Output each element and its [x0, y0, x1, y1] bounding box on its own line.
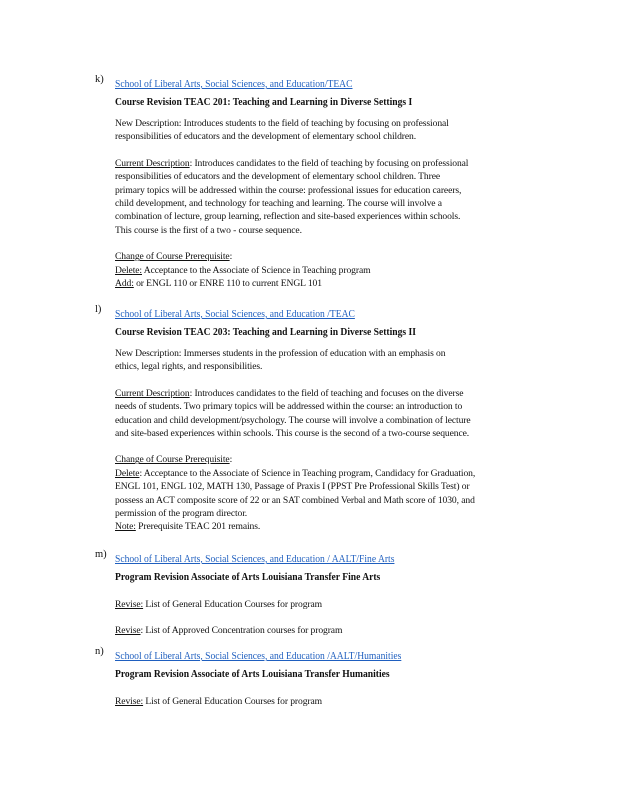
item-marker: l)	[95, 304, 102, 315]
prerequisite-heading: Change of Course Prerequisite:	[115, 454, 233, 466]
course-title: Course Revision TEAC 203: Teaching and Learning in Diverse Settings II	[115, 327, 416, 338]
new-description: New Description: Introduces students to the field of teaching by focusing on professional	[115, 118, 449, 129]
current-description-line: responsibilities of educators and the development of elementary school children. Three	[115, 171, 441, 183]
revise-line: Revise: List of Approved Concentration courses for program	[115, 625, 343, 637]
new-description: New Description: Immerses students in the profession of education with an emphasis on	[115, 348, 446, 359]
delete-line-cont: possess an ACT composite score of 22 or an SAT combined Verbal and Math score of 1030, and	[115, 494, 475, 506]
delete-line-cont: ENGL 101, ENGL 102, MATH 130, Passage of Praxis I (PPST Pre Professional Skills Test) or	[115, 481, 470, 493]
revise-line: Revise: List of General Education Courses for program	[115, 696, 323, 707]
delete-line-cont: permission of the program director.	[115, 508, 248, 520]
current-description-line: primary topics will be addressed within the course: professional issues for education careers,	[115, 184, 462, 196]
department-link[interactable]: School of Liberal Arts, Social Sciences, and Education/TEAC	[115, 79, 353, 90]
current-description-line: education and child development/psychology. The course will involve a combination of lecture	[115, 414, 471, 426]
current-description-line: This course is the first of a two - course sequence.	[115, 224, 302, 236]
program-title: Program Revision Associate of Arts Louisiana Transfer Humanities	[115, 669, 390, 680]
program-title: Program Revision Associate of Arts Louisiana Transfer Fine Arts	[115, 572, 381, 583]
current-description-line: child development, and technology for teaching and learning. The course will involve a	[115, 198, 442, 210]
delete-line: Delete: Acceptance to the Associate of Science in Teaching program, Candidacy for Graduation,	[115, 467, 476, 479]
new-description-line: responsibilities of educators and the development of elementary school children.	[115, 131, 417, 143]
note-line: Note: Prerequisite TEAC 201 remains.	[115, 521, 261, 533]
course-title: Course Revision TEAC 201: Teaching and Learning in Diverse Settings I	[115, 97, 413, 108]
new-description-line: ethics, legal rights, and responsibilities.	[115, 361, 263, 373]
department-link[interactable]: School of Liberal Arts, Social Sciences, and Education / AALT/Fine Arts	[115, 554, 395, 565]
current-description-line: needs of students. Two primary topics will be addressed within the course: an introduction to	[115, 401, 463, 413]
add-line: Add: or ENGL 110 or ENRE 110 to current ENGL 101	[115, 278, 322, 290]
current-description: Current Description: Introduces candidates to the field of teaching and focuses on the diverse	[115, 387, 464, 399]
department-link[interactable]: School of Liberal Arts, Social Sciences, and Education /AALT/Humanities	[115, 651, 402, 662]
delete-line: Delete: Acceptance to the Associate of Science in Teaching program	[115, 264, 371, 276]
item-marker: k)	[95, 74, 104, 85]
item-marker: n)	[95, 646, 104, 657]
department-link[interactable]: School of Liberal Arts, Social Sciences, and Education /TEAC	[115, 309, 355, 320]
prerequisite-heading: Change of Course Prerequisite:	[115, 251, 233, 263]
current-description: Current Description: Introduces candidates to the field of teaching by focusing on professional	[115, 157, 469, 169]
current-description-line: and site-based experiences within schools. This course is the second of a two-course sequence.	[115, 428, 470, 440]
current-description-line: combination of lecture, group learning, reflection and site-based experiences within schools.	[115, 211, 461, 223]
item-marker: m)	[95, 549, 107, 560]
revise-line: Revise: List of General Education Courses for program	[115, 599, 323, 610]
